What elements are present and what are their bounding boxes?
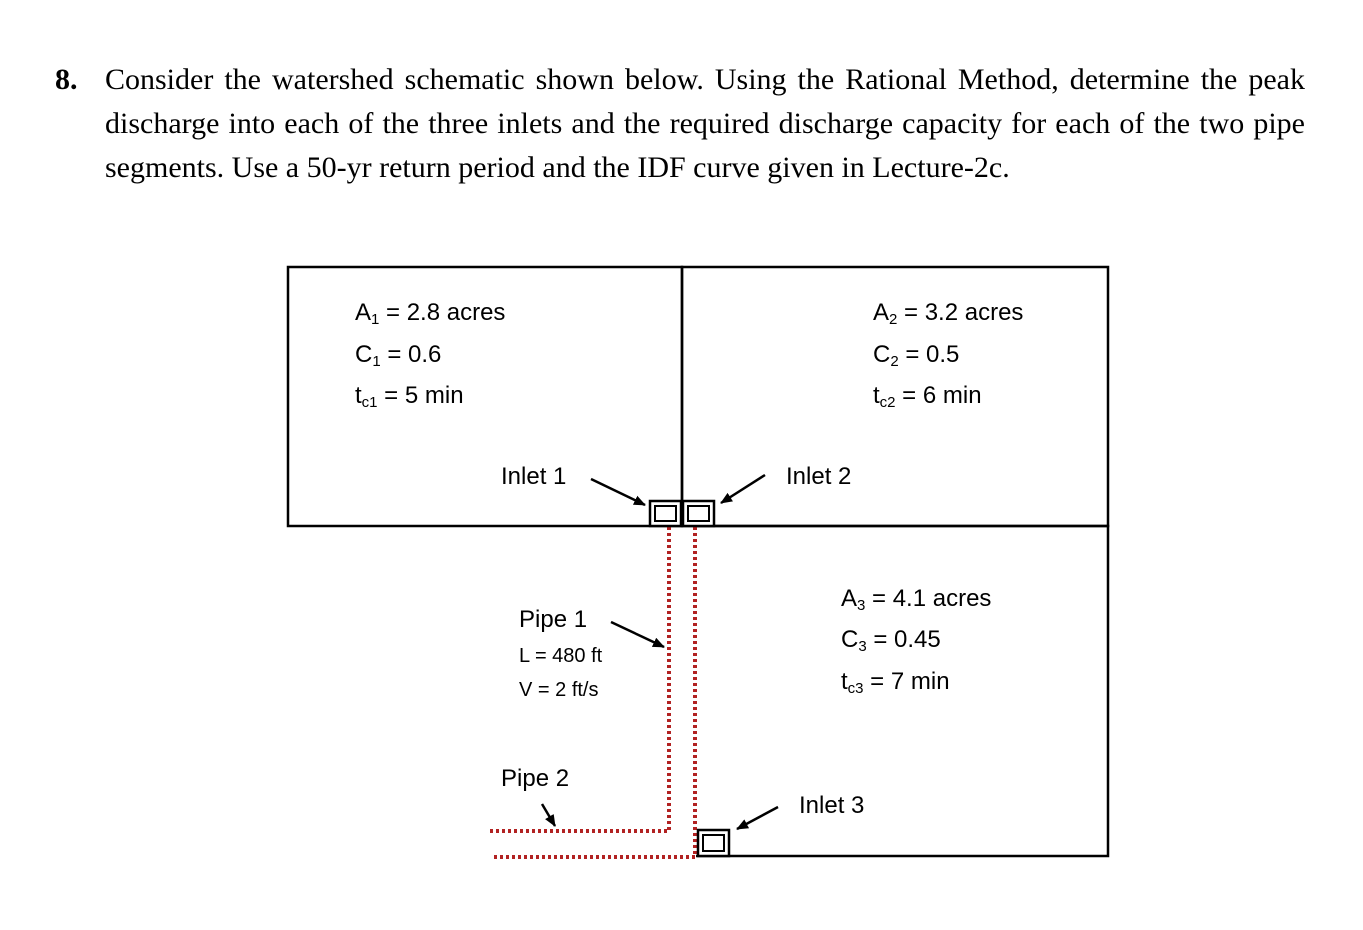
pipe-1-arrow bbox=[611, 622, 664, 647]
pipe-1 bbox=[669, 527, 695, 857]
inlet-2-box bbox=[683, 501, 714, 526]
inlet-1-arrow bbox=[591, 479, 645, 505]
coefficient-1-label: C1 = 0.6 bbox=[355, 341, 442, 370]
inlet-2-arrow bbox=[721, 475, 765, 503]
pipe-2-label: Pipe 2 bbox=[501, 765, 570, 792]
inlet-3-label: Inlet 3 bbox=[799, 792, 865, 819]
tc-3-label: tc3 = 7 min bbox=[841, 668, 950, 697]
pipe-1-label: Pipe 1 bbox=[519, 606, 588, 633]
inlet-3-box bbox=[698, 830, 729, 856]
pipe-2-arrow bbox=[542, 804, 555, 826]
pipe-1-velocity: V = 2 ft/s bbox=[519, 679, 599, 701]
area-1-label: A1 = 2.8 acres bbox=[355, 299, 506, 328]
pipe-1-length: L = 480 ft bbox=[519, 645, 603, 667]
tc-2-label: tc2 = 6 min bbox=[873, 382, 982, 411]
coefficient-3-label: C3 = 0.45 bbox=[841, 626, 941, 655]
inlet-2-label: Inlet 2 bbox=[786, 463, 852, 490]
inlet-3-arrow bbox=[737, 807, 778, 829]
inlet-1-box bbox=[650, 501, 681, 526]
tc-1-label: tc1 = 5 min bbox=[355, 382, 464, 411]
inlet-1-label: Inlet 1 bbox=[501, 463, 567, 490]
area-2-label: A2 = 3.2 acres bbox=[873, 299, 1024, 328]
pipe-2 bbox=[490, 831, 695, 857]
area-3-label: A3 = 4.1 acres bbox=[841, 585, 992, 614]
problem-number: 8. bbox=[55, 63, 78, 96]
coefficient-2-label: C2 = 0.5 bbox=[873, 341, 960, 370]
problem-text: Consider the watershed schematic shown below. Using the Rational Method, determine the peak discharge into each of the three inlets and the required discharge capacity for each of the two pipe segments. Use a 50-yr return period and the IDF curve given in Lecture-2c. bbox=[105, 63, 1305, 184]
